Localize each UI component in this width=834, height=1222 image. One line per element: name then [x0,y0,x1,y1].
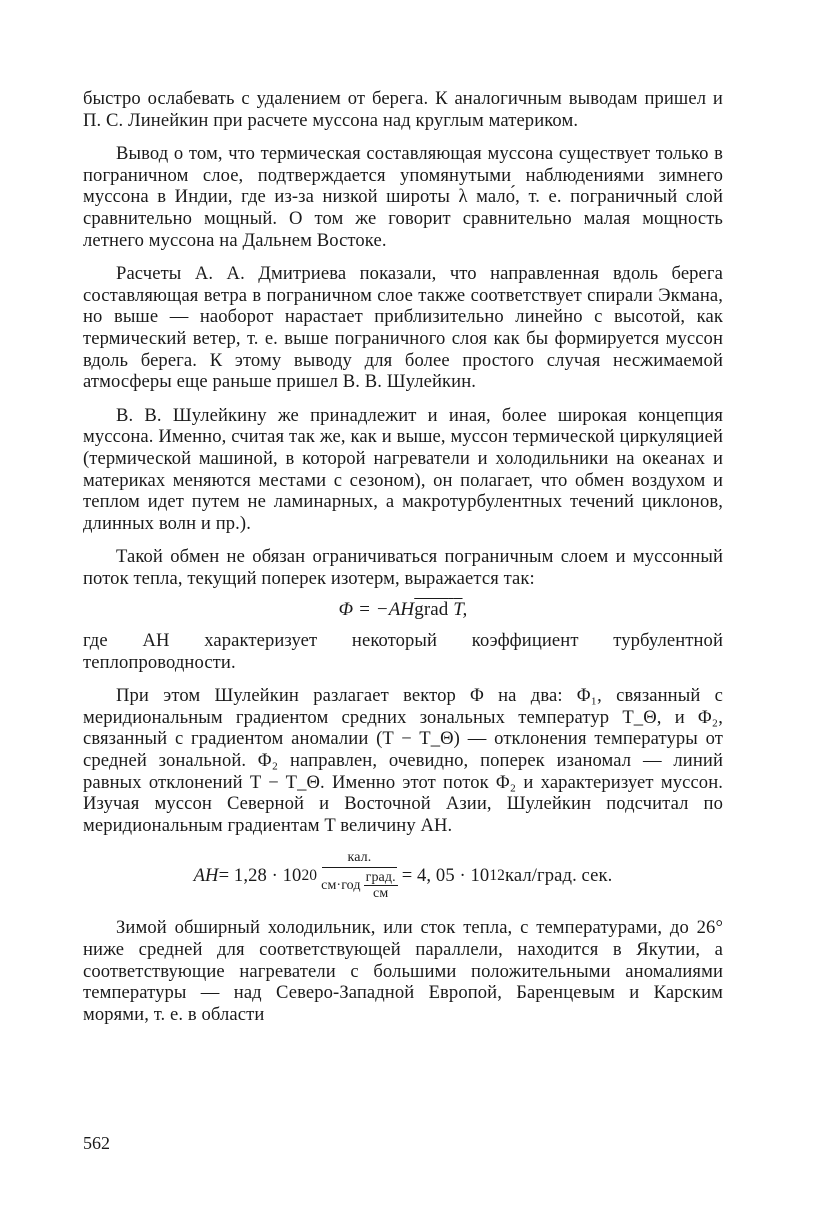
grad-overline: grad T [414,599,463,621]
paragraph: При этом Шулейкин разлагает вектор Φ на два: Φ₁, связанный с меридиональным градиентом средних зональных температур T_Θ, и Φ₂, связанный с градиентом аномалии (T − T_Θ) — отклонения температуры от средней зональной. Φ₂ направлен, очевидно, поперек изаномал — линий равных отклонений T − T_Θ. Именно этот поток Φ₂ и характеризует муссон. Изучая муссон Северной и Восточной Азии, Шулейкин подсчитал по меридиональным градиентам T величину AH. [83,685,723,836]
paragraph: Зимой обширный холодильник, или сток тепла, с температурами, до 26° ниже средней для соответствующей параллели, находится в Якутии, а соответствующие нагреватели с большими положительными аномалиями температуры — над Северо-Западной Европой, Баренцевым и Карским морями, т. е. в области [83,917,723,1025]
paragraph: Вывод о том, что термическая составляющая муссона существует только в пограничном слое, подтверждается упомянутыми наблюдениями зимнего муссона в Индии, где из-за низкой широты λ мало́, т. е. пограничный слой сравнительно мощный. О том же говорит сравнительно малая мощность летнего муссона на Дальнем Востоке. [83,143,723,251]
equation-ah-value: AH = 1,28 · 10 20 кал. см·год град. см = 4, 05 · 10 12 кал/град. сек. [193,850,613,902]
paragraph: Такой обмен не обязан ограничиваться пограничным слоем и муссонный поток тепла, текущий поперек изотерм, выражается так: [83,546,723,589]
equation-symbol: AH [193,865,219,887]
paragraph: быстро ослабевать с удалением от берега. К аналогичным выводам пришел и П. С. Линейкин при расчете муссона над круглым материком. [83,88,723,131]
body-text [83,88,723,1025]
equation-flux: Φ = −AHgrad T, [338,599,468,621]
paragraph: Расчеты А. А. Дмитриева показали, что направленная вдоль берега составляющая ветра в пограничном слое также соответствует спирали Экмана, но выше — наоборот нарастает приблизительно линейно с высотой, как термический ветер, т. е. выше пограничного слоя как бы формируется муссон вдоль берега. К этому выводу для более простого случая несжимаемой атмосферы еще раньше пришел В. В. Шулейкин. [83,263,723,393]
equation-lhs: Φ = −AH [338,599,415,621]
sub-fraction: град. см [365,870,396,902]
paragraph: В. В. Шулейкину же принадлежит и иная, более широкая концепция муссона. Именно, считая так же, как и выше, муссон термической циркуляцией (термической машиной, в которой нагреватели и холодильники на океанах и материках меняются местами с сезоном), он полагает, что обмен воздухом и теплом идет путем не ламинарных, а макротурбулентных течений циклонов, длинных волн и пр.). [83,404,723,534]
paragraph: где AH характеризует некоторый коэффициент турбулентной теплопроводности. [83,630,723,673]
fraction: кал. см·год град. см [321,850,396,902]
page-number: 562 [83,1133,110,1153]
